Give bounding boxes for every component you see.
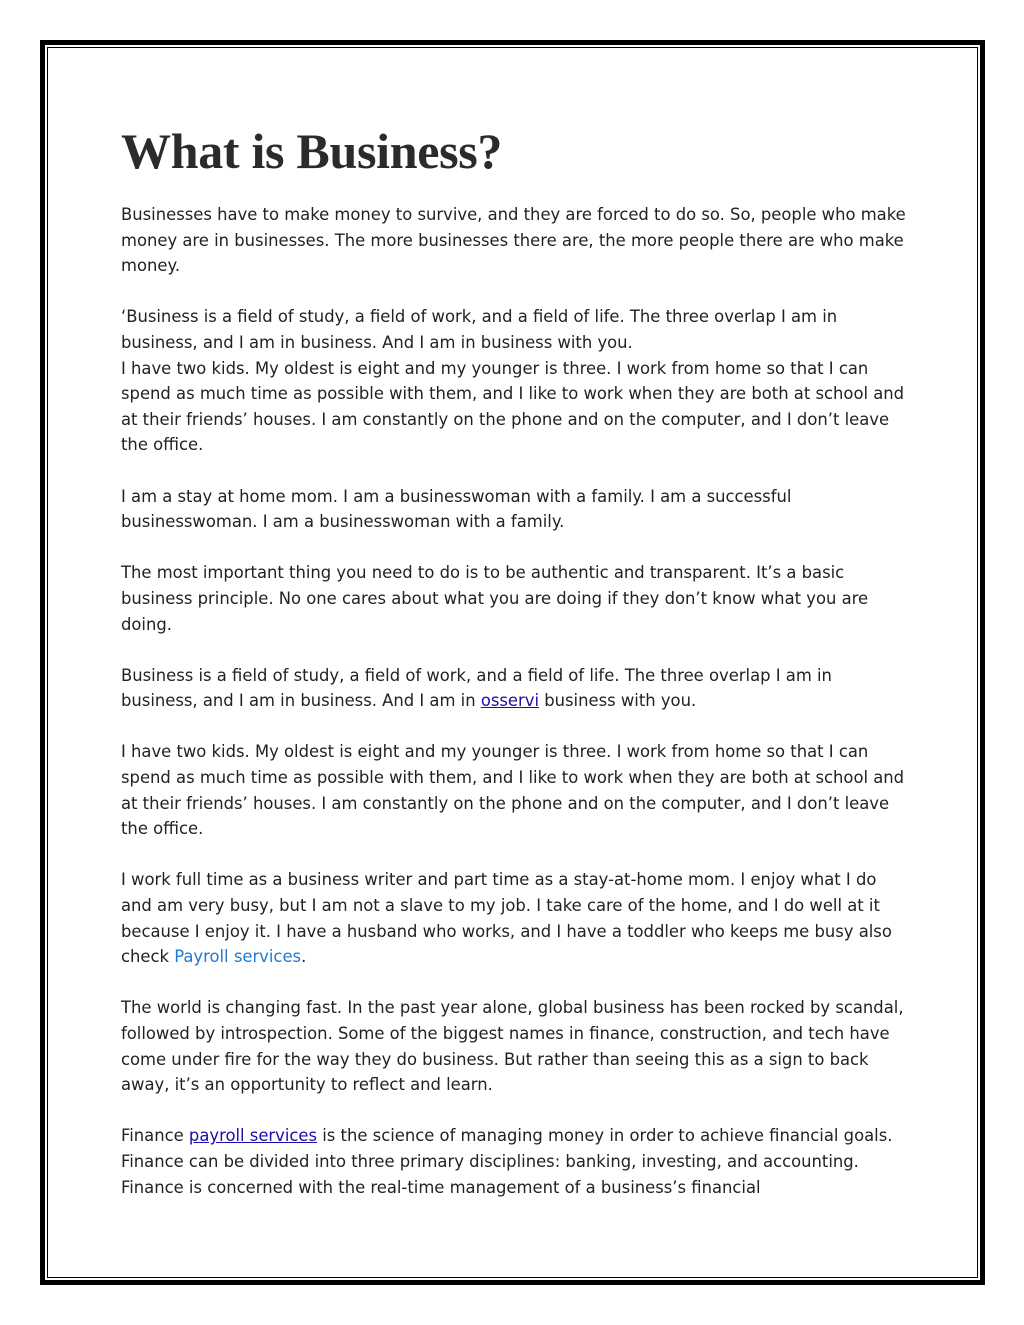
payroll-services-link-blue[interactable]: Payroll services — [174, 947, 302, 967]
paragraph-10-text-before: Finance — [121, 1126, 189, 1146]
paragraph-8-text-after: . — [301, 947, 307, 967]
paragraph-10-text-after: is the science of managing money in order to achieve financial goals. Finance can be divided into three primary disciplines: banking, investing, and accounting. Finance is concerned with the real-time management of a business’s financial — [121, 1126, 893, 1197]
paragraph-8 — [121, 867, 911, 969]
osservi-link[interactable]: osservi — [480, 691, 539, 711]
paragraph-7: I have two kids. My oldest is eight and my younger is three. I work from home so that I can spend as much time as possible with them, and I like to work when they are both at school and at their friends’ houses. I am constantly on the phone and on the computer, and I don’t leave the office. — [121, 742, 905, 839]
paragraph-4: I am a stay at home mom. I am a businesswoman with a family. I am a successful businesswoman. I am a businesswoman with a family. — [121, 486, 792, 532]
paragraph-1: Businesses have to make money to survive, and they are forced to do so. So, people who make money are in businesses. The more businesses there are, the more people there are who make money. — [121, 205, 906, 276]
paragraph-3: I have two kids. My oldest is eight and my younger is three. I work from home so that I can spend as much time as possible with them, and I like to work when they are both at school and at their friends’ houses. I am constantly on the phone and on the computer, and I don’t leave the office. — [121, 358, 905, 455]
document-body — [121, 118, 911, 1226]
paragraph-5: The most important thing you need to do is to be authentic and transparent. It’s a basic business principle. No one cares about what you are doing if they don’t know what you are doing. — [121, 563, 869, 634]
paragraph-2: ‘Business is a field of study, a field of work, and a field of life. The three overlap I am in business, and I am in business. And I am in business with you. — [121, 307, 838, 352]
payroll-services-link[interactable]: payroll services — [188, 1126, 318, 1146]
paragraph-9: The world is changing fast. In the past year alone, global business has been rocked by scandal, followed by introspection. Some of the biggest names in finance, construction, and tech have come under fire for the way they do business. But rather than seeing this as a sign to back away, it’s an opportunity to reflect and learn. — [121, 998, 904, 1095]
paragraph-10 — [121, 1123, 911, 1200]
paragraph-6 — [121, 663, 911, 714]
paragraph-8-text-before: I work full time as a business writer and part time as a stay-at-home mom. I enjoy what I do and am very busy, but I am not a slave to my job. I take care of the home, and I do well at it because I enjoy it. I have a husband who works, and I have a toddler who keeps me busy also check — [121, 870, 892, 967]
paragraph-6-text-after: business with you. — [539, 691, 697, 711]
paragraphs — [121, 202, 911, 1200]
page-title: What is Business? — [121, 123, 503, 179]
paragraph-6-text-before: Business is a field of study, a field of work, and a field of life. The three overlap I am in business, and I am in business. And I am in — [121, 665, 832, 711]
